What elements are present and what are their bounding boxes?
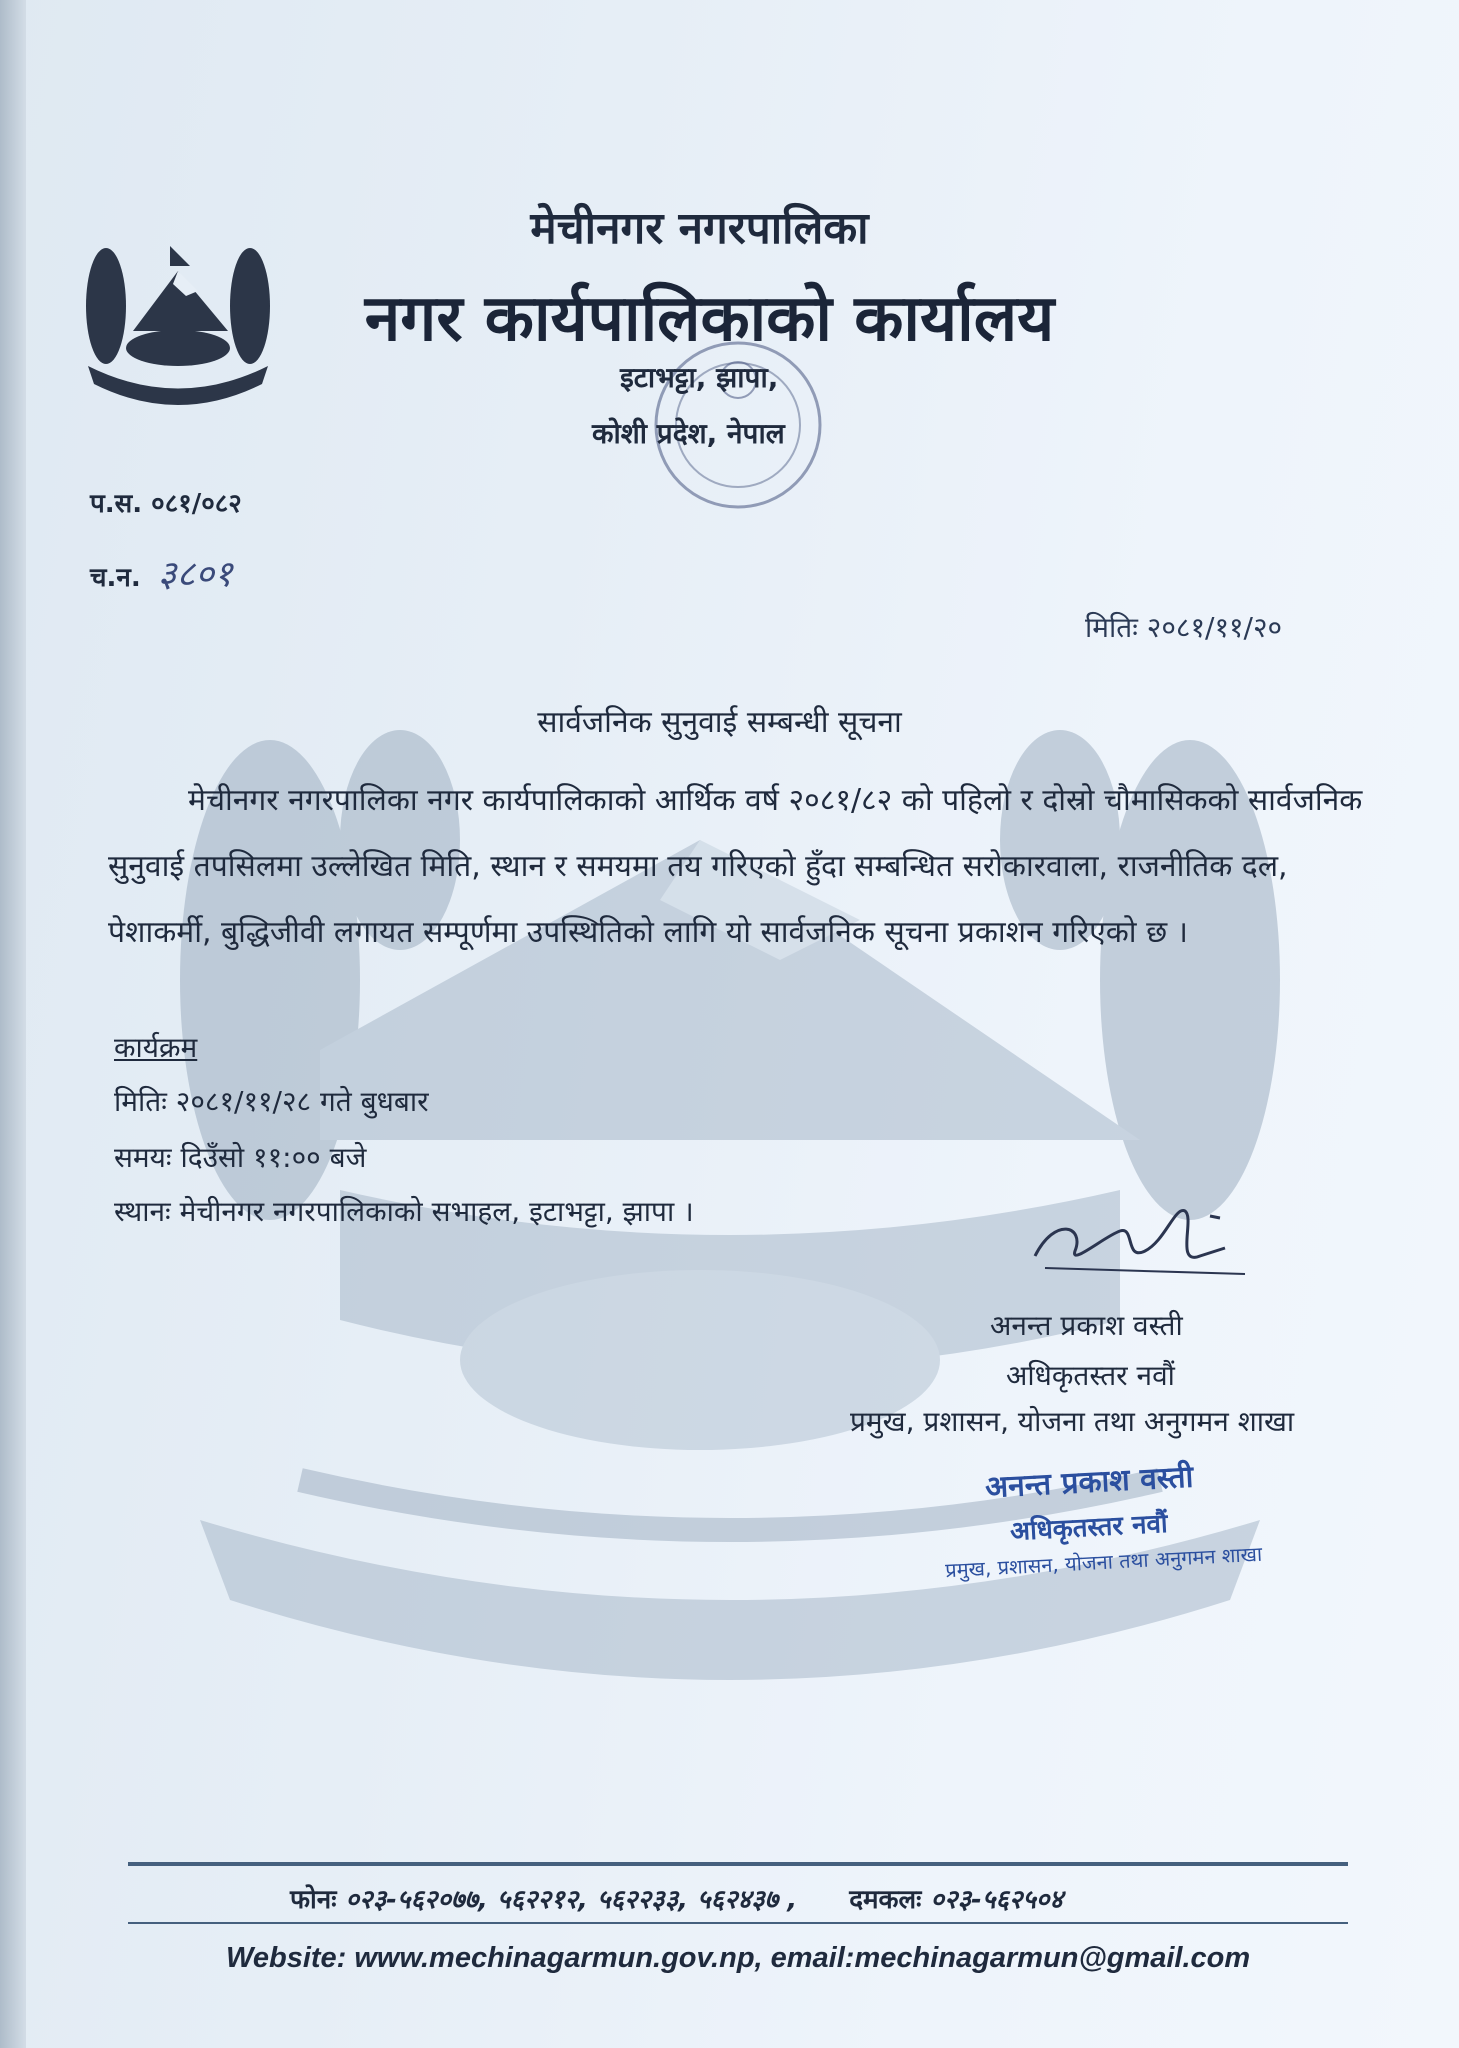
phone-numbers: ०२३-५६२०७७, ५६२२१२, ५६२२३३, ५६२४३७ , bbox=[345, 1885, 798, 1915]
signatory-name: अनन्त प्रकाश वस्ती bbox=[990, 1309, 1183, 1342]
footer-rule-top bbox=[128, 1862, 1348, 1866]
notice-body: मेचीनगर नगरपालिका नगर कार्यपालिकाको आर्थिक वर्ष २०८१/८२ को पहिलो र दोस्रो चौमासिकको सार्वजनिक सुनुवाई तपसिलमा उल्लेखित मिति, स्थान र समयमा तय गरिएको हुँदा सम्बन्धित सरोकारवाला, राजनीतिक दल, पेशाकर्मी, बुद्धिजीवी लगायत सम्पूर्णमा उपस्थितिको लागि यो सार्वजनिक सूचना प्रकाशन गरिएको छ । bbox=[108, 783, 1363, 950]
footer-web-email: Website: www.mechinagarmun.gov.np, email:mechinagarmun@gmail.com bbox=[226, 1942, 1251, 1974]
signatory-position: अधिकृतस्तर नवौं bbox=[1006, 1359, 1175, 1392]
program-date: मितिः २०८१/११/२८ गते बुधबार bbox=[114, 1085, 429, 1118]
phone-label: फोनः bbox=[290, 1885, 337, 1915]
signatory-department: प्रमुख, प्रशासन, योजना तथा अनुगमन शाखा bbox=[850, 1405, 1295, 1438]
program-heading: कार्यक्रम bbox=[114, 1031, 198, 1064]
footer-contact bbox=[290, 1880, 1063, 1916]
municipality-name: मेचीनगर नगरपालिका bbox=[530, 203, 869, 254]
footer-rule-bottom bbox=[128, 1922, 1348, 1924]
letter-date: मितिः २०८१/११/२० bbox=[1085, 611, 1283, 644]
chalani-number bbox=[90, 548, 233, 597]
cn-label: च.न. bbox=[90, 563, 141, 593]
address-line-1: इटाभट्टा, झापा, bbox=[620, 361, 779, 394]
office-title: नगर कार्यपालिकाको कार्यालय bbox=[364, 282, 1055, 356]
address-line-2: कोशी प्रदेश, नेपाल bbox=[592, 417, 785, 450]
program-time: समयः दिउँसो ११:०० बजे bbox=[114, 1141, 367, 1174]
fire-label: दमकलः bbox=[849, 1885, 922, 1915]
ps-value: ०८१/०८२ bbox=[151, 489, 242, 519]
seal-name: अनन्त प्रकाश वस्ती bbox=[984, 1459, 1195, 1506]
handwritten-signature bbox=[1025, 1196, 1255, 1286]
ps-label: प.स. bbox=[90, 489, 143, 519]
seal-position: अधिकृतस्तर नवौं bbox=[1009, 1508, 1169, 1548]
fire-number: ०२३-५६२५०४ bbox=[930, 1885, 1063, 1915]
program-venue: स्थानः मेचीनगर नगरपालिकाको सभाहल, इटाभट्टा, झापा । bbox=[114, 1195, 694, 1228]
seal-department: प्रमुख, प्रशासन, योजना तथा अनुगमन शाखा bbox=[944, 1541, 1263, 1583]
signature-icon bbox=[1025, 1196, 1255, 1286]
cn-value: ३८०१ bbox=[157, 554, 233, 595]
subject-line: सार्वजनिक सुनुवाई सम्बन्धी सूचना bbox=[537, 705, 902, 740]
patra-sankhya bbox=[90, 484, 242, 520]
